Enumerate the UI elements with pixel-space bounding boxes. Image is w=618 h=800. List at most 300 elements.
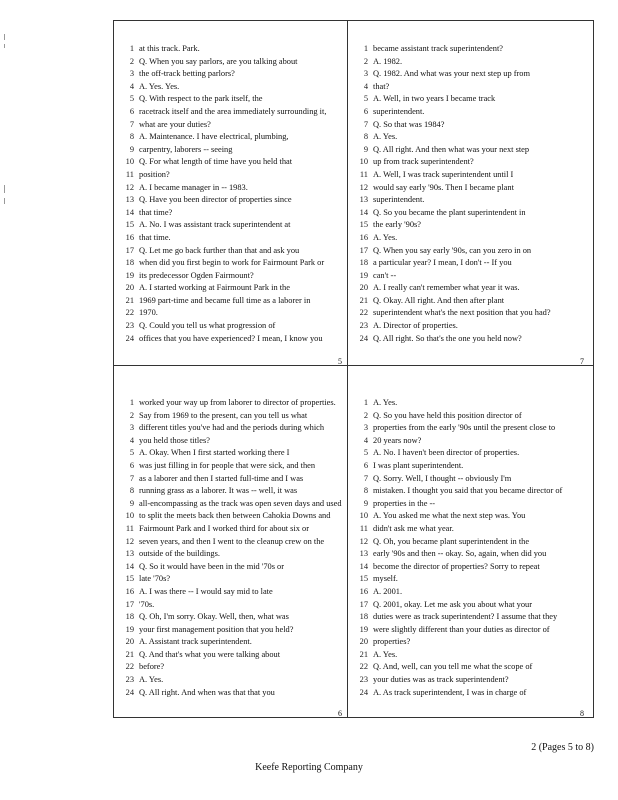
line-number: 20 bbox=[359, 637, 368, 647]
line-text: properties? bbox=[373, 637, 411, 647]
line-text: its predecessor Ogden Fairmount? bbox=[139, 270, 254, 280]
line-text: duties were as track superintendent? I assume that they bbox=[373, 612, 558, 622]
line-number: 14 bbox=[359, 561, 368, 571]
transcript-line bbox=[352, 674, 592, 687]
line-text: the early '90s? bbox=[373, 220, 422, 230]
line-text: your first management position that you held? bbox=[139, 624, 294, 634]
line-number: 21 bbox=[125, 649, 134, 659]
line-number: 1 bbox=[363, 44, 368, 53]
transcript-page-5 bbox=[118, 43, 344, 353]
line-text: Q. Could you tell us what progression of bbox=[139, 321, 276, 331]
line-text: Q. So it would have been in the mid '70s or bbox=[139, 561, 285, 571]
line-number: 11 bbox=[125, 523, 134, 533]
transcript-line bbox=[118, 43, 344, 56]
line-text: offices that you have experienced? I mean, I know you bbox=[139, 333, 323, 343]
line-number: 6 bbox=[363, 460, 368, 470]
line-text: A. I really can't remember what year it was. bbox=[373, 283, 520, 293]
transcript-line bbox=[352, 510, 592, 523]
line-text: a particular year? I mean, I don't -- If you bbox=[373, 258, 512, 268]
transcript-line bbox=[352, 68, 592, 81]
line-number: 17 bbox=[359, 599, 368, 609]
line-text: Q. All right. And then what was your next step bbox=[373, 144, 530, 154]
line-number: 8 bbox=[129, 486, 134, 496]
transcript-line bbox=[118, 422, 344, 435]
transcript-line bbox=[118, 573, 344, 586]
transcript-line bbox=[118, 636, 344, 649]
line-text: can't -- bbox=[373, 270, 397, 280]
line-text: 1969 part-time and became full time as a laborer in bbox=[139, 295, 311, 305]
line-text: become the director of properties? Sorry to repeat bbox=[373, 561, 540, 571]
transcript-line bbox=[118, 282, 344, 295]
line-text: were slightly different than your duties as director of bbox=[373, 624, 550, 634]
line-number: 19 bbox=[125, 624, 134, 634]
line-text: Q. Oh, I'm sorry. Okay. Well, then, what was bbox=[139, 612, 289, 622]
line-text: I was plant superintendent. bbox=[373, 460, 464, 470]
transcript-line bbox=[352, 219, 592, 232]
line-number: 18 bbox=[125, 612, 134, 622]
line-number: 12 bbox=[125, 182, 134, 192]
transcript-line bbox=[118, 447, 344, 460]
line-number: 13 bbox=[125, 549, 134, 559]
line-text: different titles you've had and the periods during which bbox=[139, 423, 325, 433]
line-number: 3 bbox=[363, 423, 368, 433]
transcript-line bbox=[118, 510, 344, 523]
page-number-6: 6 bbox=[338, 709, 342, 718]
line-number: 22 bbox=[125, 308, 134, 318]
line-text: late '70s? bbox=[139, 574, 171, 584]
transcript-line bbox=[352, 636, 592, 649]
transcript-line bbox=[118, 106, 344, 119]
line-text: Q. When you say early '90s, can you zero in on bbox=[373, 245, 532, 255]
line-number: 4 bbox=[129, 81, 134, 91]
line-number: 10 bbox=[359, 511, 368, 521]
transcript-line bbox=[118, 194, 344, 207]
transcript-line bbox=[352, 536, 592, 549]
line-number: 24 bbox=[125, 333, 134, 343]
line-number: 23 bbox=[359, 675, 368, 685]
line-text: Q. When you say parlors, are you talking about bbox=[139, 56, 298, 66]
line-text: A. Yes. bbox=[373, 649, 398, 659]
transcript-line bbox=[352, 156, 592, 169]
line-number: 7 bbox=[129, 473, 134, 483]
line-text: racetrack itself and the area immediately surrounding it, bbox=[139, 106, 327, 116]
line-number: 15 bbox=[125, 220, 134, 230]
transcript-line bbox=[118, 232, 344, 245]
line-number: 18 bbox=[359, 612, 368, 622]
line-number: 10 bbox=[125, 157, 134, 167]
transcript-line bbox=[118, 320, 344, 333]
margin-mark bbox=[4, 198, 5, 204]
transcript-line bbox=[352, 687, 592, 700]
transcript-line bbox=[352, 320, 592, 333]
line-text: A. Assistant track superintendent. bbox=[139, 637, 252, 647]
line-number: 4 bbox=[363, 435, 368, 445]
transcript-line bbox=[118, 333, 344, 346]
line-number: 7 bbox=[129, 119, 134, 129]
line-number: 1 bbox=[129, 44, 134, 53]
line-text: Q. For what length of time have you held that bbox=[139, 157, 293, 167]
line-text: A. As track superintendent, I was in charge of bbox=[373, 687, 527, 697]
line-text: when did you first begin to work for Fairmount Park or bbox=[139, 258, 325, 268]
line-number: 23 bbox=[125, 321, 134, 331]
line-text: A. Yes. bbox=[373, 232, 398, 242]
transcript-line bbox=[118, 56, 344, 69]
line-text: properties in the -- bbox=[373, 498, 436, 508]
transcript-line bbox=[352, 485, 592, 498]
line-number: 18 bbox=[125, 258, 134, 268]
line-text: A. 1982. bbox=[373, 56, 403, 66]
line-number: 20 bbox=[125, 283, 134, 293]
line-text: was just filling in for people that were sick, and then bbox=[139, 460, 316, 470]
line-text: '70s. bbox=[139, 599, 155, 609]
transcript-line bbox=[352, 93, 592, 106]
transcript-line bbox=[118, 523, 344, 536]
line-number: 13 bbox=[359, 549, 368, 559]
line-number: 14 bbox=[125, 207, 134, 217]
transcript-line bbox=[118, 498, 344, 511]
line-text: A. Yes. bbox=[139, 675, 164, 685]
line-text: Q. Sorry. Well, I thought -- obviously I'm bbox=[373, 473, 512, 483]
line-number: 11 bbox=[125, 169, 134, 179]
transcript-line bbox=[118, 81, 344, 94]
line-text: A. 2001. bbox=[373, 586, 403, 596]
transcript-sheet bbox=[113, 20, 594, 718]
transcript-line bbox=[352, 447, 592, 460]
line-number: 16 bbox=[125, 586, 134, 596]
transcript-line bbox=[352, 182, 592, 195]
line-number: 2 bbox=[363, 56, 368, 66]
transcript-line bbox=[352, 397, 592, 410]
transcript-line bbox=[118, 144, 344, 157]
line-number: 15 bbox=[125, 574, 134, 584]
line-number: 19 bbox=[125, 270, 134, 280]
transcript-line bbox=[118, 611, 344, 624]
line-number: 8 bbox=[129, 132, 134, 142]
transcript-page-8 bbox=[352, 397, 592, 707]
line-number: 3 bbox=[129, 69, 134, 79]
transcript-line bbox=[118, 156, 344, 169]
line-text: Fairmount Park and I worked third for about six or bbox=[139, 523, 310, 533]
transcript-line bbox=[352, 295, 592, 308]
line-number: 2 bbox=[129, 56, 134, 66]
transcript-line bbox=[118, 485, 344, 498]
line-text: superintendent. bbox=[373, 106, 425, 116]
transcript-line bbox=[352, 232, 592, 245]
line-text: A. Yes. Yes. bbox=[139, 81, 180, 91]
line-text: seven years, and then I went to the cleanup crew on the bbox=[139, 536, 325, 546]
transcript-line bbox=[118, 687, 344, 700]
margin-mark bbox=[4, 34, 5, 40]
line-number: 13 bbox=[125, 195, 134, 205]
line-text: mistaken. I thought you said that you became director of bbox=[373, 486, 563, 496]
line-number: 2 bbox=[363, 410, 368, 420]
line-number: 19 bbox=[359, 270, 368, 280]
line-text: that? bbox=[373, 81, 390, 91]
line-text: Q. 2001, okay. Let me ask you about what your bbox=[373, 599, 533, 609]
transcript-line bbox=[118, 245, 344, 258]
transcript-line bbox=[118, 295, 344, 308]
line-number: 21 bbox=[125, 295, 134, 305]
transcript-line bbox=[118, 536, 344, 549]
line-number: 6 bbox=[129, 460, 134, 470]
transcript-line bbox=[352, 410, 592, 423]
line-text: properties from the early '90s until the present close to bbox=[373, 423, 556, 433]
transcript-line bbox=[118, 561, 344, 574]
line-number: 9 bbox=[363, 498, 368, 508]
line-text: that time? bbox=[139, 207, 173, 217]
page-number-8: 8 bbox=[580, 709, 584, 718]
line-number: 17 bbox=[125, 245, 134, 255]
line-text: carpentry, laborers -- seeing bbox=[139, 144, 233, 154]
line-text: Q. Let me go back further than that and ask you bbox=[139, 245, 300, 255]
transcript-line bbox=[352, 561, 592, 574]
line-number: 7 bbox=[363, 119, 368, 129]
line-text: running grass as a laborer. It was -- well, it was bbox=[139, 486, 298, 496]
line-text: A. Director of properties. bbox=[373, 321, 458, 331]
line-text: A. No. I was assistant track superintendent at bbox=[139, 220, 291, 230]
line-number: 4 bbox=[363, 81, 368, 91]
transcript-line bbox=[118, 93, 344, 106]
line-number: 16 bbox=[359, 586, 368, 596]
line-number: 22 bbox=[125, 662, 134, 672]
line-number: 3 bbox=[129, 423, 134, 433]
line-number: 17 bbox=[359, 245, 368, 255]
page-number-7: 7 bbox=[580, 357, 584, 366]
transcript-line bbox=[118, 624, 344, 637]
line-text: Q. All right. So that's the one you held now? bbox=[373, 333, 522, 343]
transcript-line bbox=[118, 548, 344, 561]
line-number: 15 bbox=[359, 574, 368, 584]
line-number: 24 bbox=[125, 687, 134, 697]
line-text: A. Okay. When I first started working there I bbox=[139, 448, 290, 458]
line-text: Q. All right. And when was that that you bbox=[139, 687, 275, 697]
line-text: at this track. Park. bbox=[139, 44, 200, 53]
transcript-line bbox=[352, 473, 592, 486]
transcript-line bbox=[118, 182, 344, 195]
line-number: 15 bbox=[359, 220, 368, 230]
line-number: 8 bbox=[363, 132, 368, 142]
line-text: up from track superintendent? bbox=[373, 157, 474, 167]
line-number: 11 bbox=[359, 523, 368, 533]
line-text: Q. Have you been director of properties since bbox=[139, 195, 292, 205]
transcript-line bbox=[352, 194, 592, 207]
line-text: Q. And that's what you were talking about bbox=[139, 649, 281, 659]
transcript-line bbox=[352, 573, 592, 586]
line-text: became assistant track superintendent? bbox=[373, 44, 503, 53]
line-number: 11 bbox=[359, 169, 368, 179]
line-number: 7 bbox=[363, 473, 368, 483]
line-text: position? bbox=[139, 169, 170, 179]
transcript-line bbox=[352, 599, 592, 612]
transcript-line bbox=[352, 257, 592, 270]
line-text: A. Maintenance. I have electrical, plumbing, bbox=[139, 132, 289, 142]
transcript-line bbox=[352, 282, 592, 295]
line-number: 1 bbox=[129, 398, 134, 407]
line-number: 10 bbox=[359, 157, 368, 167]
line-number: 24 bbox=[359, 333, 368, 343]
transcript-line bbox=[352, 649, 592, 662]
transcript-page-7 bbox=[352, 43, 592, 353]
transcript-line bbox=[118, 131, 344, 144]
line-text: Q. So that was 1984? bbox=[373, 119, 445, 129]
transcript-line bbox=[352, 43, 592, 56]
line-number: 4 bbox=[129, 435, 134, 445]
line-number: 20 bbox=[125, 637, 134, 647]
transcript-line bbox=[118, 257, 344, 270]
line-text: 1970. bbox=[139, 308, 158, 318]
margin-mark bbox=[4, 185, 5, 193]
transcript-line bbox=[118, 661, 344, 674]
line-text: what are your duties? bbox=[139, 119, 211, 129]
line-text: would say early '90s. Then I became plant bbox=[373, 182, 514, 192]
line-number: 16 bbox=[359, 232, 368, 242]
line-text: Q. Oh, you became plant superintendent in the bbox=[373, 536, 530, 546]
line-text: that time. bbox=[139, 232, 171, 242]
line-text: A. Yes. bbox=[373, 132, 398, 142]
transcript-line bbox=[352, 435, 592, 448]
line-number: 6 bbox=[363, 106, 368, 116]
line-number: 21 bbox=[359, 295, 368, 305]
line-text: Q. So you became the plant superintendent in bbox=[373, 207, 526, 217]
line-number: 2 bbox=[129, 410, 134, 420]
line-number: 18 bbox=[359, 258, 368, 268]
line-text: superintendent what's the next position that you had? bbox=[373, 308, 551, 318]
line-number: 24 bbox=[359, 687, 368, 697]
line-number: 19 bbox=[359, 624, 368, 634]
line-number: 20 bbox=[359, 283, 368, 293]
horizontal-divider bbox=[114, 365, 593, 366]
transcript-line bbox=[118, 586, 344, 599]
transcript-line bbox=[352, 586, 592, 599]
line-text: Q. 1982. And what was your next step up from bbox=[373, 69, 531, 79]
line-text: you held those titles? bbox=[139, 435, 210, 445]
line-text: 20 years now? bbox=[373, 435, 422, 445]
line-number: 5 bbox=[363, 448, 368, 458]
line-text: Say from 1969 to the present, can you tell us what bbox=[139, 410, 308, 420]
line-number: 14 bbox=[359, 207, 368, 217]
vertical-divider bbox=[347, 21, 348, 717]
line-text: A. Well, I was track superintendent until I bbox=[373, 169, 514, 179]
line-text: A. Well, in two years I became track bbox=[373, 94, 496, 104]
transcript-line bbox=[352, 56, 592, 69]
line-text: Q. With respect to the park itself, the bbox=[139, 94, 263, 104]
transcript-line bbox=[352, 270, 592, 283]
transcript-line bbox=[352, 498, 592, 511]
transcript-line bbox=[352, 307, 592, 320]
transcript-line bbox=[118, 435, 344, 448]
transcript-line bbox=[352, 207, 592, 220]
footer-company-name: Keefe Reporting Company bbox=[255, 762, 363, 773]
line-number: 12 bbox=[125, 536, 134, 546]
line-number: 22 bbox=[359, 308, 368, 318]
line-number: 3 bbox=[363, 69, 368, 79]
transcript-line bbox=[118, 169, 344, 182]
transcript-line bbox=[352, 333, 592, 346]
transcript-line bbox=[118, 207, 344, 220]
transcript-line bbox=[118, 674, 344, 687]
transcript-line bbox=[118, 307, 344, 320]
line-number: 22 bbox=[359, 662, 368, 672]
line-text: A. You asked me what the next step was. You bbox=[373, 511, 526, 521]
transcript-line bbox=[352, 460, 592, 473]
transcript-line bbox=[352, 611, 592, 624]
line-text: to split the meets back then between Cahokia Downs and bbox=[139, 511, 331, 521]
line-number: 13 bbox=[359, 195, 368, 205]
transcript-line bbox=[352, 169, 592, 182]
transcript-line bbox=[352, 661, 592, 674]
transcript-line bbox=[352, 144, 592, 157]
line-number: 14 bbox=[125, 561, 134, 571]
transcript-line bbox=[118, 219, 344, 232]
transcript-line bbox=[352, 523, 592, 536]
transcript-line bbox=[352, 119, 592, 132]
line-text: outside of the buildings. bbox=[139, 549, 220, 559]
transcript-line bbox=[118, 119, 344, 132]
line-text: A. I became manager in -- 1983. bbox=[139, 182, 248, 192]
transcript-page-6 bbox=[118, 397, 344, 707]
line-text: early '90s and then -- okay. So, again, when did you bbox=[373, 549, 547, 559]
transcript-line bbox=[352, 106, 592, 119]
line-number: 12 bbox=[359, 182, 368, 192]
line-number: 5 bbox=[129, 448, 134, 458]
line-number: 9 bbox=[129, 498, 134, 508]
transcript-line bbox=[118, 410, 344, 423]
transcript-line bbox=[118, 270, 344, 283]
line-number: 9 bbox=[129, 144, 134, 154]
line-number: 1 bbox=[363, 398, 368, 407]
transcript-line bbox=[352, 81, 592, 94]
line-text: all-encompassing as the track was open seven days and used bbox=[139, 498, 342, 508]
transcript-line bbox=[352, 131, 592, 144]
line-text: the off-track betting parlors? bbox=[139, 69, 235, 79]
line-text: A. I was there -- I would say mid to late bbox=[139, 586, 273, 596]
margin-mark bbox=[4, 44, 5, 48]
line-number: 12 bbox=[359, 536, 368, 546]
transcript-line bbox=[118, 460, 344, 473]
line-text: A. I started working at Fairmount Park in the bbox=[139, 283, 290, 293]
transcript-line bbox=[118, 649, 344, 662]
transcript-line bbox=[118, 599, 344, 612]
line-number: 23 bbox=[125, 675, 134, 685]
transcript-line bbox=[352, 624, 592, 637]
line-number: 9 bbox=[363, 144, 368, 154]
line-number: 10 bbox=[125, 511, 134, 521]
transcript-line bbox=[118, 473, 344, 486]
line-text: A. No. I haven't been director of properties. bbox=[373, 448, 520, 458]
line-number: 8 bbox=[363, 486, 368, 496]
line-text: Q. So you have held this position director of bbox=[373, 410, 522, 420]
page-number-5: 5 bbox=[338, 357, 342, 366]
line-text: Q. Okay. All right. And then after plant bbox=[373, 295, 505, 305]
line-number: 5 bbox=[129, 94, 134, 104]
line-number: 16 bbox=[125, 232, 134, 242]
line-number: 23 bbox=[359, 321, 368, 331]
transcript-line bbox=[352, 245, 592, 258]
line-number: 17 bbox=[125, 599, 134, 609]
transcript-line bbox=[352, 548, 592, 561]
line-text: A. Yes. bbox=[373, 398, 398, 407]
transcript-line bbox=[352, 422, 592, 435]
line-number: 21 bbox=[359, 649, 368, 659]
footer-page-range: 2 (Pages 5 to 8) bbox=[531, 742, 594, 753]
line-text: your duties was as track superintendent? bbox=[373, 675, 509, 685]
line-text: Q. And, well, can you tell me what the scope of bbox=[373, 662, 533, 672]
line-text: worked your way up from laborer to director of properties. bbox=[139, 398, 336, 407]
line-text: myself. bbox=[373, 574, 398, 584]
transcript-line bbox=[118, 68, 344, 81]
line-text: didn't ask me what year. bbox=[373, 523, 454, 533]
line-text: superintendent. bbox=[373, 195, 425, 205]
